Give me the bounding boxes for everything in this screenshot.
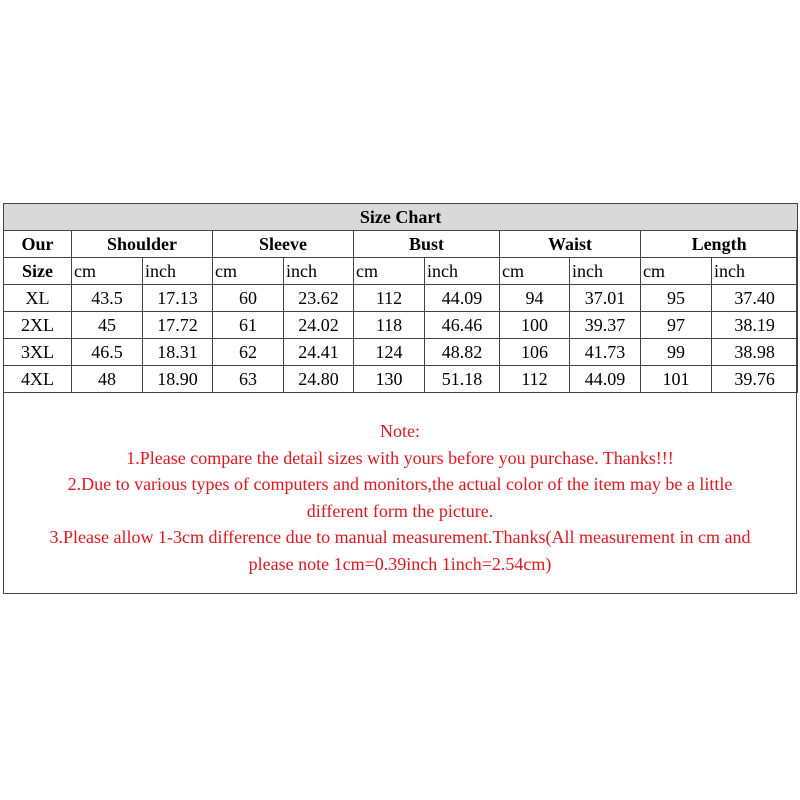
value-cell: 124 <box>354 339 425 366</box>
value-cell: 60 <box>213 285 284 312</box>
value-cell: 100 <box>500 312 570 339</box>
value-cell: 24.02 <box>284 312 354 339</box>
value-cell: 24.41 <box>284 339 354 366</box>
value-cell: 130 <box>354 366 425 393</box>
size-cell: 2XL <box>4 312 72 339</box>
unit-cm: cm <box>213 258 284 285</box>
unit-inch: inch <box>425 258 500 285</box>
table-row <box>4 366 798 393</box>
value-cell: 44.09 <box>570 366 641 393</box>
value-cell: 24.80 <box>284 366 354 393</box>
value-cell: 17.13 <box>143 285 213 312</box>
value-cell: 97 <box>641 312 712 339</box>
unit-inch: inch <box>143 258 213 285</box>
unit-inch: inch <box>570 258 641 285</box>
group-shoulder: Shoulder <box>72 231 213 258</box>
note-heading: Note: <box>380 421 420 441</box>
size-cell: 4XL <box>4 366 72 393</box>
note-line: please note 1cm=0.39inch 1inch=2.54cm) <box>248 553 552 574</box>
size-label-top: Our <box>4 231 72 258</box>
value-cell: 39.76 <box>712 366 798 393</box>
group-bust: Bust <box>354 231 500 258</box>
unit-inch: inch <box>712 258 798 285</box>
unit-cm: cm <box>72 258 143 285</box>
unit-cm: cm <box>500 258 570 285</box>
value-cell: 51.18 <box>425 366 500 393</box>
value-cell: 99 <box>641 339 712 366</box>
value-cell: 38.19 <box>712 312 798 339</box>
unit-header-row <box>4 258 798 285</box>
title-row <box>4 204 798 231</box>
value-cell: 95 <box>641 285 712 312</box>
value-cell: 46.5 <box>72 339 143 366</box>
value-cell: 45 <box>72 312 143 339</box>
group-header-row <box>4 231 798 258</box>
group-length: Length <box>641 231 798 258</box>
value-cell: 18.90 <box>143 366 213 393</box>
value-cell: 46.46 <box>425 312 500 339</box>
value-cell: 37.40 <box>712 285 798 312</box>
value-cell: 48 <box>72 366 143 393</box>
value-cell: 112 <box>500 366 570 393</box>
group-waist: Waist <box>500 231 641 258</box>
table-row <box>4 285 798 312</box>
value-cell: 44.09 <box>425 285 500 312</box>
value-cell: 23.62 <box>284 285 354 312</box>
value-cell: 39.37 <box>570 312 641 339</box>
unit-inch: inch <box>284 258 354 285</box>
value-cell: 37.01 <box>570 285 641 312</box>
size-chart-table <box>3 203 798 393</box>
value-cell: 106 <box>500 339 570 366</box>
note-line: different form the picture. <box>306 500 494 521</box>
table-row <box>4 312 798 339</box>
value-cell: 41.73 <box>570 339 641 366</box>
note-line: 3.Please allow 1-3cm difference due to manual measurement.Thanks(All measurement in cm and <box>49 527 751 547</box>
note-line: 2.Due to various types of computers and monitors,the actual color of the item may be a little <box>67 474 733 494</box>
note-line: 1.Please compare the detail sizes with yours before you purchase. Thanks!!! <box>126 447 674 468</box>
size-cell: 3XL <box>4 339 72 366</box>
value-cell: 18.31 <box>143 339 213 366</box>
value-cell: 118 <box>354 312 425 339</box>
value-cell: 62 <box>213 339 284 366</box>
table-row <box>4 339 798 366</box>
unit-cm: cm <box>641 258 712 285</box>
size-cell: XL <box>4 285 72 312</box>
chart-title: Size Chart <box>4 204 798 231</box>
value-cell: 112 <box>354 285 425 312</box>
notes-block <box>4 418 796 577</box>
size-chart-panel <box>3 203 797 594</box>
value-cell: 61 <box>213 312 284 339</box>
value-cell: 63 <box>213 366 284 393</box>
unit-cm: cm <box>354 258 425 285</box>
value-cell: 17.72 <box>143 312 213 339</box>
group-sleeve: Sleeve <box>213 231 354 258</box>
value-cell: 38.98 <box>712 339 798 366</box>
value-cell: 94 <box>500 285 570 312</box>
value-cell: 43.5 <box>72 285 143 312</box>
size-label-bottom: Size <box>4 258 72 285</box>
value-cell: 101 <box>641 366 712 393</box>
value-cell: 48.82 <box>425 339 500 366</box>
